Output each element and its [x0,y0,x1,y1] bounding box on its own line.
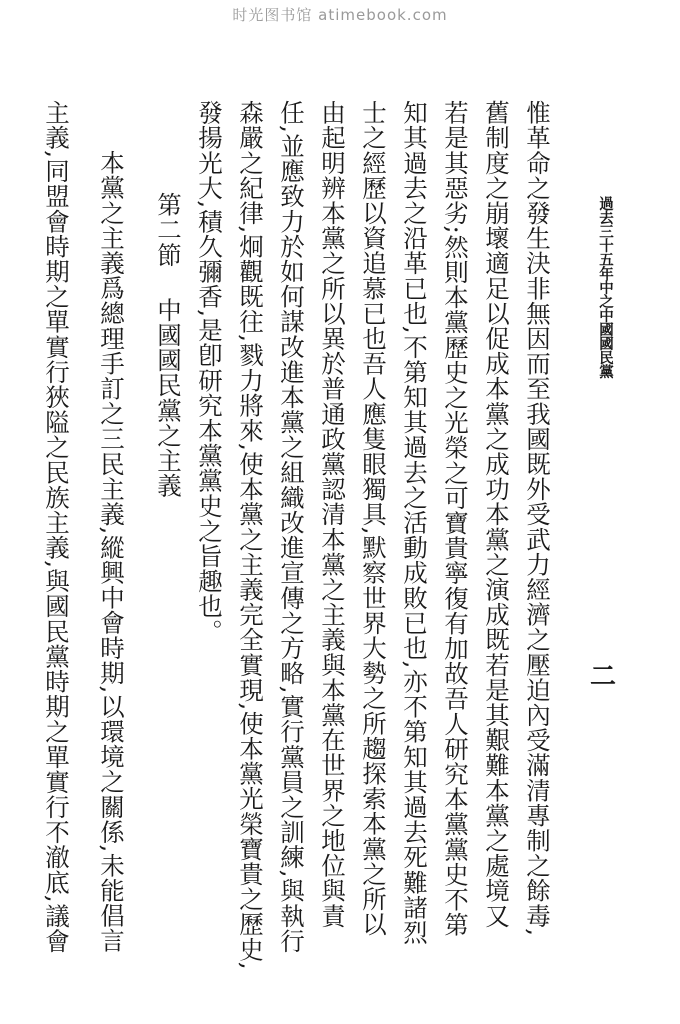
section-number: 第二節 [154,192,183,268]
running-head: 過去三十五年中之中國國民黨 [597,196,614,378]
body-text [36,100,558,980]
text-line: 發揚光大,積久彌香,是卽研究本黨黨史之旨趣也。 [195,100,224,644]
text-line: 士之經歷以資追慕已也吾人應隻眼獨具,默察世界大勢之所趨探索本黨之所以 [359,100,388,937]
watermark: 时光图书馆 atimebook.com [232,6,448,24]
text-line: 森嚴之紀律,炯觀既往,戮力將來,使本黨之主義完全實現,使本黨光榮寶貴之歷史, [236,100,265,971]
section-title: 中國國民黨之主義 [154,297,183,499]
text-line: 若是其惡劣;然則本黨歷史之光榮之可寶貴寧復有加故吾人研究本黨黨史不第 [441,100,470,938]
text-line: 任,並應致力於如何謀改進本黨之組織改進宣傳之方略,實行黨員之訓練,與執行 [277,100,306,954]
text-line: 知其過去之沿革已也,不第知其過去之活動成敗已也,亦不第知其過去死難諸烈 [400,100,429,946]
text-line: 由起明辨本黨之所以異於普通政黨認清本黨之主義與本黨在世界之地位與責 [318,100,347,929]
text-line: 舊制度之崩壞適足以促成本黨之成功本黨之演成既若是其艱難本黨之處境又 [482,100,511,929]
text-line: 惟革命之發生決非無因而至我國既外受武力經濟之壓迫內受滿清專制之餘毒, [523,100,552,937]
section-heading [148,100,189,980]
text-line: 主義,同盟會時期之單實行狹隘之民族主義,與國民黨時期之單實行不澈底,議會 [42,100,71,954]
text-line: 本黨之主義爲總理手訂之三民主義,縱興中會時期,以環境之關係,未能倡言 [97,150,126,954]
page-number: 二 [590,662,617,692]
